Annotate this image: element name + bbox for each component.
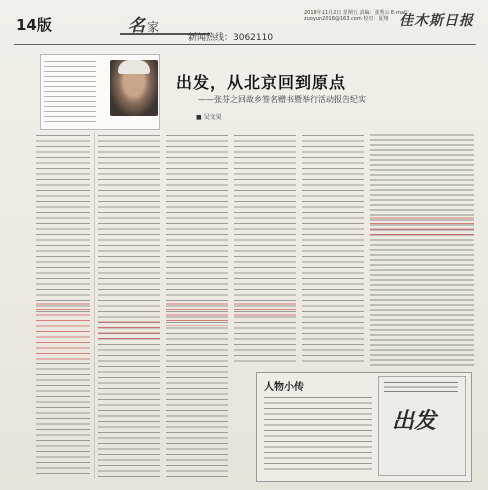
body-column-2 <box>98 132 160 478</box>
handwritten-marks-col3 <box>166 300 228 326</box>
body-column-6 <box>370 132 474 366</box>
handwritten-marks-col4 <box>234 300 296 316</box>
author-intro-text <box>44 58 96 122</box>
profile-title: 人物小传 <box>264 382 304 393</box>
body-column-1-bottom <box>36 360 90 478</box>
news-hotline: 新闻热线：3062110 <box>188 33 274 43</box>
article-byline: ■ 吴文昊 <box>196 114 222 121</box>
column-name-small: 家 <box>147 20 160 34</box>
book-blurb <box>384 380 458 394</box>
column-divider <box>94 132 95 478</box>
column-name-big: 名 <box>128 16 145 36</box>
article-headline: 出发，从北京回到原点 <box>176 73 347 92</box>
handwritten-marks-col2 <box>98 318 160 340</box>
body-column-1-top <box>36 132 90 312</box>
masthead-divider <box>14 44 476 45</box>
profile-text <box>264 394 372 472</box>
issue-info: 2018年11月2日 星期五 责编：张秀云 E-mail：zuoyun2018@163.com 校对：夏翔 <box>304 10 412 22</box>
book-title: 出发 <box>392 408 437 434</box>
handwritten-marks-col1 <box>36 300 90 360</box>
body-column-4 <box>234 132 296 366</box>
body-column-5 <box>302 132 364 366</box>
article-subhead: ——张芬之回故乡签名赠书暨举行活动报告纪实 <box>198 95 366 104</box>
handwritten-marks-col6 <box>370 214 474 238</box>
newspaper-name: 佳木斯日报 <box>399 13 474 29</box>
page-number: 14版 <box>16 16 52 34</box>
author-portrait-hair <box>118 60 150 74</box>
